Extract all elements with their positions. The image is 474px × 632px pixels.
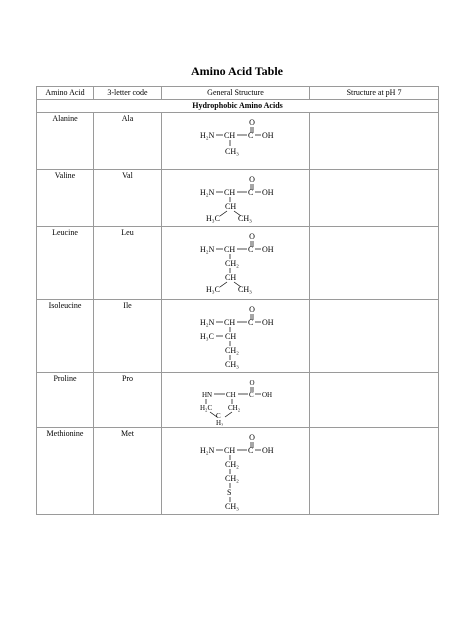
valine-structure [164, 171, 312, 225]
ring-ch2-right: CH₂ [228, 404, 241, 412]
hydroxyl-label: OH [262, 446, 274, 455]
amino-acid-code: Ile [94, 300, 162, 373]
side-chain-ch-label: CH [225, 273, 237, 282]
side-chain-methyl-left: H₃C [200, 332, 214, 341]
carboxyl-carbon-label: C [248, 245, 254, 254]
hydroxyl-label: OH [262, 131, 274, 140]
amino-acid-name: Valine [37, 170, 94, 227]
amino-acid-code: Pro [94, 373, 162, 428]
carboxyl-carbon-label: C [248, 446, 254, 455]
table-row [37, 170, 439, 227]
carbonyl-oxygen-label: O [249, 232, 255, 241]
header-row [37, 87, 439, 100]
carboxyl-carbon-label: C [248, 188, 254, 197]
proline-structure [164, 374, 312, 426]
general-structure-cell [162, 300, 310, 373]
amino-acid-code: Val [94, 170, 162, 227]
amine-label: H₂N [200, 131, 215, 140]
ph7-structure-cell [310, 373, 439, 428]
carbonyl-oxygen-label: O [249, 379, 255, 387]
side-chain-ch2-first: CH₂ [225, 460, 239, 469]
general-structure-cell [162, 113, 310, 170]
side-chain-ch2-label: CH₂ [225, 259, 239, 268]
amino-acid-code: Leu [94, 227, 162, 300]
side-chain-ch-label: CH [225, 332, 237, 341]
header-structure-ph7: Structure at pH 7 [310, 87, 439, 100]
alpha-carbon-label: CH [226, 391, 236, 399]
alpha-carbon-label: CH [224, 245, 236, 254]
isoleucine-structure [164, 301, 312, 371]
amino-acid-code: Met [94, 428, 162, 515]
side-chain-ch-label: CH [225, 202, 237, 211]
carboxyl-carbon-label: C [248, 131, 254, 140]
side-chain-terminal-methyl: CH₃ [225, 502, 239, 511]
carbonyl-oxygen-label: O [249, 305, 255, 314]
table-row [37, 428, 439, 515]
side-chain-methyl-left: H₃C [206, 285, 220, 294]
ph7-structure-cell [310, 227, 439, 300]
alpha-carbon-label: CH [224, 318, 236, 327]
ph7-structure-cell [310, 170, 439, 227]
ring-hydrogens-label: H₂ [216, 419, 224, 426]
hydroxyl-label: OH [262, 188, 274, 197]
side-chain-methyl-left: H₃C [206, 214, 220, 223]
page-title: Amino Acid Table [190, 64, 284, 78]
general-structure-cell [162, 373, 310, 428]
alpha-carbon-label: CH [224, 188, 236, 197]
ring-carbon-label: C [216, 412, 221, 420]
amino-acid-name: Leucine [37, 227, 94, 300]
amino-acid-name: Methionine [37, 428, 94, 515]
carbonyl-oxygen-label: O [249, 175, 255, 184]
hydroxyl-label: OH [262, 391, 273, 399]
carbonyl-oxygen-label: O [249, 118, 255, 127]
amino-acid-name: Isoleucine [37, 300, 94, 373]
side-chain-terminal-methyl: CH₃ [225, 360, 239, 369]
amine-label: H₂N [200, 446, 215, 455]
general-structure-cell [162, 170, 310, 227]
ring-nitrogen-label: HN [202, 391, 213, 399]
side-chain-methyl-right: CH₃ [238, 214, 252, 223]
side-chain-methyl-right: CH₃ [238, 285, 252, 294]
ph7-structure-cell [310, 113, 439, 170]
amino-acid-name: Proline [37, 373, 94, 428]
hydroxyl-label: OH [262, 318, 274, 327]
amine-label: H₂N [200, 318, 215, 327]
amino-acid-name: Alanine [37, 113, 94, 170]
section-title: Hydrophobic Amino Acids [37, 100, 439, 113]
amine-label: H₂N [200, 245, 215, 254]
side-chain-ch2-label: CH₂ [225, 346, 239, 355]
hydroxyl-label: OH [262, 245, 274, 254]
section-row [37, 100, 439, 113]
amino-acid-code: Ala [94, 113, 162, 170]
side-chain-label: CH₃ [225, 147, 239, 156]
carboxyl-carbon-label: C [248, 318, 254, 327]
ph7-structure-cell [310, 428, 439, 515]
carbonyl-oxygen-label: O [249, 433, 255, 442]
alanine-structure [164, 114, 312, 168]
ph7-structure-cell [310, 300, 439, 373]
leucine-structure [164, 228, 312, 298]
carboxyl-carbon-label: C [249, 391, 254, 399]
header-code: 3-letter code [94, 87, 162, 100]
ring-ch2-left: H₂C [200, 404, 213, 412]
table-row [37, 300, 439, 373]
header-general-structure: General Structure [162, 87, 310, 100]
amino-acid-table [36, 86, 439, 515]
table-row [37, 113, 439, 170]
amine-label: H₂N [200, 188, 215, 197]
side-chain-ch2-second: CH₂ [225, 474, 239, 483]
methionine-structure [164, 429, 312, 513]
general-structure-cell [162, 227, 310, 300]
table-row [37, 373, 439, 428]
alpha-carbon-label: CH [224, 131, 236, 140]
general-structure-cell [162, 428, 310, 515]
side-chain-sulfur: S [227, 488, 232, 497]
header-amino-acid: Amino Acid [37, 87, 94, 100]
alpha-carbon-label: CH [224, 446, 236, 455]
table-row [37, 227, 439, 300]
